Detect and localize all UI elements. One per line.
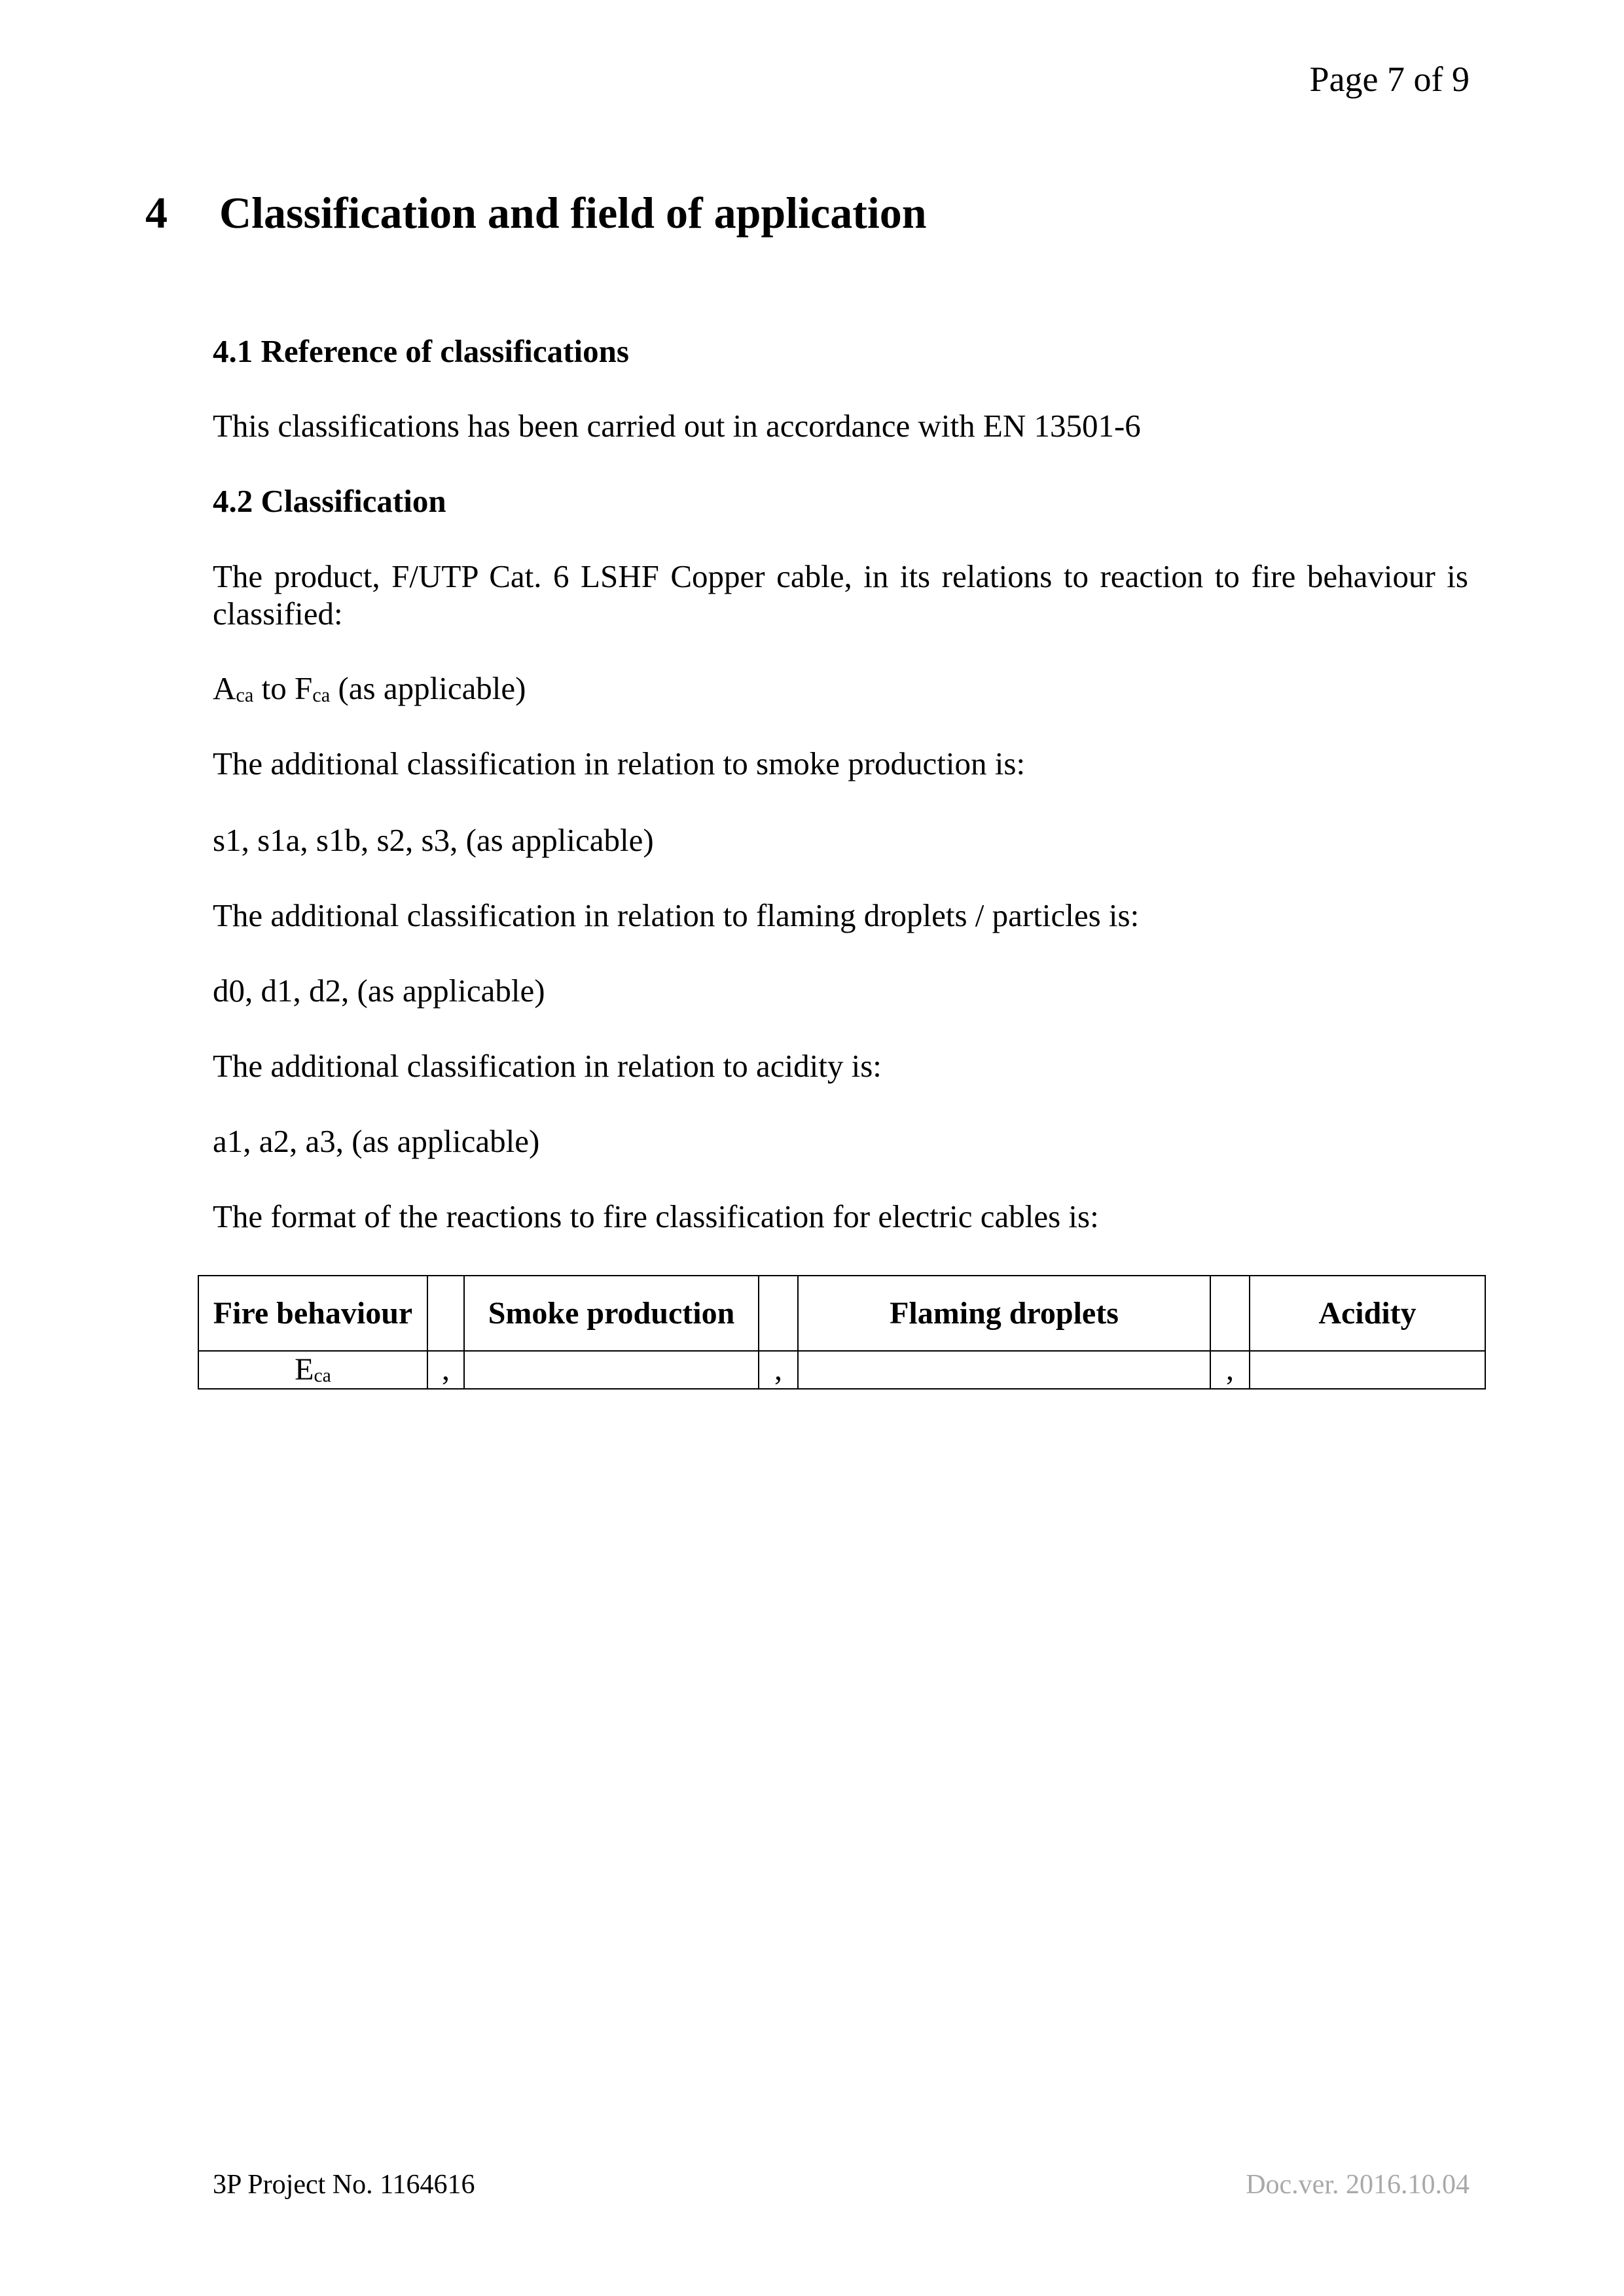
paragraph-acidity-values: a1, a2, a3, (as applicable) <box>213 1123 540 1159</box>
range-mid: to F <box>253 670 313 706</box>
paragraph-droplets-intro: The additional classification in relation to flaming droplets / particles is: <box>213 897 1140 933</box>
table-header-row <box>198 1276 1485 1351</box>
main-heading <box>145 188 927 238</box>
main-heading-number: 4 <box>145 188 168 238</box>
table-header-acidity: Acidity <box>1250 1276 1485 1351</box>
paragraph-smoke-intro: The additional classification in relation to smoke production is: <box>213 745 1026 781</box>
table-data-row <box>198 1351 1485 1389</box>
table-cell-comma-3: , <box>1210 1351 1250 1389</box>
paragraph-product-line2: classified: <box>213 596 343 632</box>
paragraph-product <box>213 558 1468 633</box>
page-footer <box>213 2169 1470 2200</box>
footer-doc-version: Doc.ver. 2016.10.04 <box>1246 2170 1470 2200</box>
range-subscript-2: ca <box>312 683 331 706</box>
range-subscript-1: ca <box>236 683 254 706</box>
paragraph-reference: This classifications has been carried out in accordance with EN 13501-6 <box>213 408 1141 444</box>
table-header-separator-3 <box>1210 1276 1250 1351</box>
classification-table <box>198 1275 1486 1390</box>
table-cell-smoke-value <box>464 1351 759 1389</box>
table-header-smoke-production: Smoke production <box>464 1276 759 1351</box>
table-header-separator-2 <box>759 1276 798 1351</box>
paragraph-droplets-values: d0, d1, d2, (as applicable) <box>213 973 545 1009</box>
table-header-separator-1 <box>427 1276 464 1351</box>
section-title-4-2: 4.2 Classification <box>213 483 446 519</box>
section-title-4-1: 4.1 Reference of classifications <box>213 333 629 369</box>
table-header-flaming-droplets: Flaming droplets <box>798 1276 1210 1351</box>
paragraph-smoke-values: s1, s1a, s1b, s2, s3, (as applicable) <box>213 822 654 858</box>
table-header-fire-behaviour: Fire behaviour <box>198 1276 427 1351</box>
footer-project-number: 3P Project No. 1164616 <box>213 2170 475 2200</box>
paragraph-acidity-intro: The additional classification in relation to acidity is: <box>213 1048 882 1084</box>
range-prefix: A <box>213 670 236 706</box>
table-cell-fire-class <box>198 1351 427 1389</box>
main-heading-title: Classification and field of application <box>219 188 927 238</box>
table-cell-comma-1: , <box>427 1351 464 1389</box>
paragraph-format-intro: The format of the reactions to fire classification for electric cables is: <box>213 1198 1099 1234</box>
page-number: Page 7 of 9 <box>1309 60 1470 99</box>
classification-table-wrapper <box>198 1275 1486 1390</box>
fire-class-subscript: ca <box>314 1365 331 1387</box>
table-cell-droplets-value <box>798 1351 1210 1389</box>
range-suffix: (as applicable) <box>330 670 526 706</box>
table-cell-comma-2: , <box>759 1351 798 1389</box>
paragraph-fire-range <box>213 670 1468 707</box>
fire-class-main: E <box>295 1352 314 1387</box>
table-cell-acidity-value <box>1250 1351 1485 1389</box>
paragraph-product-line1: The product, F/UTP Cat. 6 LSHF Copper cable, in its relations to reaction to fire behaviour is <box>213 558 1468 594</box>
